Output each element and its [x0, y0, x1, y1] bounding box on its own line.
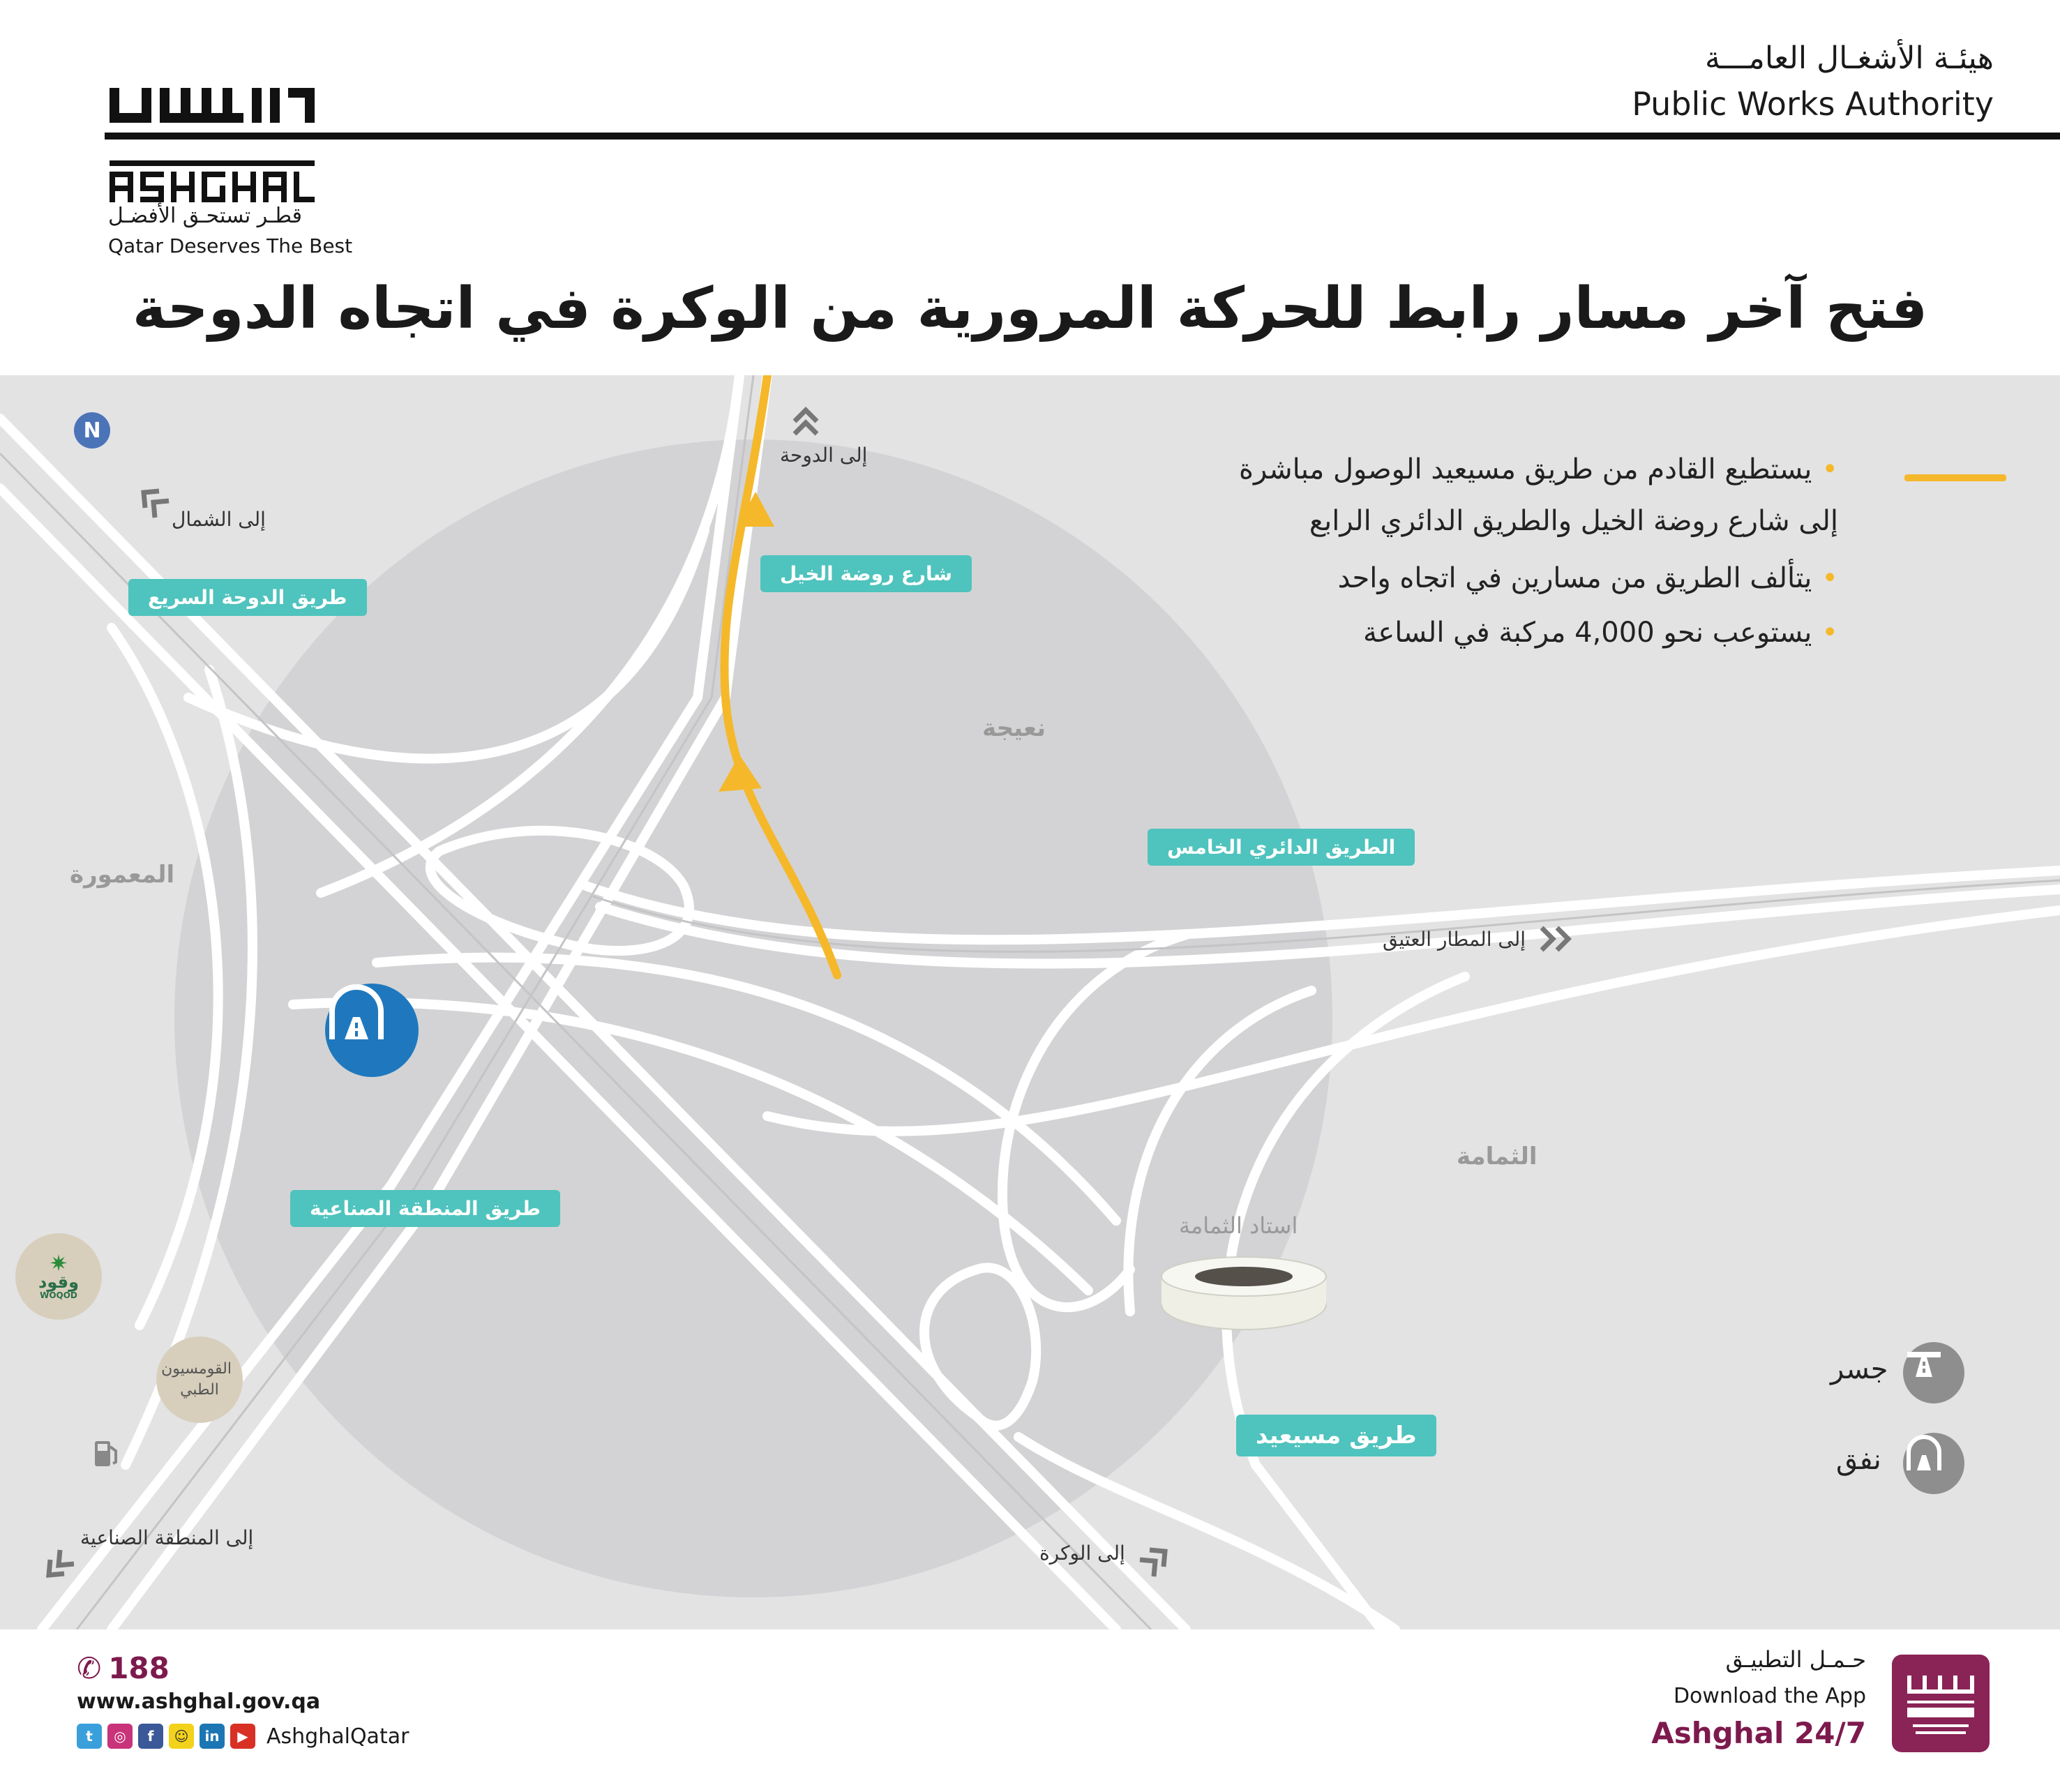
- info-bullet-2: •يتألف الطريق من مسارين في اتجاه واحد: [1337, 562, 1838, 594]
- north-arrow-icon: N: [74, 412, 110, 449]
- woqod-label-ar: وقود: [38, 1272, 79, 1292]
- info-bullet-3-text: يستوعب نحو 4,000 مركبة في الساعة: [1362, 617, 1812, 649]
- chevron-downright-icon: [1136, 1546, 1171, 1581]
- header-rule: [105, 133, 2060, 140]
- page-title: فتح آخر مسار رابط للحركة المرورية من الوكرة في اتجاه الدوحة: [132, 276, 1928, 342]
- info-bullet-1: •يستطيع القادم من طريق مسيعيد الوصول مباشرة: [1239, 453, 1838, 485]
- road-tag-doha-expressway: طريق الدوحة السريع: [128, 579, 367, 616]
- chevron-upleft-icon: [138, 487, 173, 522]
- hotline-number: 188: [108, 1651, 170, 1685]
- tunnel-marker-icon: [325, 984, 419, 1077]
- facebook-icon[interactable]: f: [138, 1724, 163, 1749]
- direction-to-wakra: إلى الوكرة: [1039, 1542, 1125, 1565]
- chevron-right-icon: [1538, 925, 1577, 953]
- slogan-en: Qatar Deserves The Best: [108, 234, 353, 257]
- medical-commission-poi: [156, 1337, 243, 1423]
- twitter-icon[interactable]: t: [77, 1724, 102, 1749]
- authority-name-en: Public Works Authority: [1632, 85, 1994, 123]
- app-name[interactable]: Ashghal 24/7: [1651, 1716, 1866, 1750]
- direction-to-old-airport: إلى المطار العتيق: [1383, 928, 1526, 951]
- chevron-up-icon: [792, 403, 820, 438]
- linkedin-icon[interactable]: in: [200, 1724, 225, 1749]
- app-logo: [1892, 1655, 1990, 1752]
- legend-bridge-label: جسر: [1830, 1353, 1888, 1385]
- authority-name-ar: هيئـة الأشغـال العامـــة: [1705, 40, 1994, 76]
- legend-tunnel-label: نفق: [1836, 1444, 1881, 1476]
- phone-icon: ✆: [77, 1651, 102, 1685]
- stadium-icon: [1157, 1256, 1331, 1332]
- direction-to-doha: إلى الدوحة: [780, 444, 868, 467]
- slogan-ar: قطـر تستحـق الأفضـل: [108, 204, 303, 228]
- direction-to-north: إلى الشمال: [172, 508, 266, 531]
- hotline[interactable]: [77, 1651, 170, 1685]
- woqod-label-en: WOQOD: [40, 1290, 77, 1300]
- website-link[interactable]: www.ashghal.gov.qa: [77, 1689, 321, 1714]
- info-bullet-1-cont: [1309, 505, 1838, 537]
- area-mamoura: المعمورة: [70, 861, 175, 889]
- info-bullet-1-text: يستطيع القادم من طريق مسيعيد الوصول مباشرة: [1239, 453, 1812, 485]
- tunnel-icon: [1903, 1433, 1964, 1494]
- road-tag-rawdat-al-khail: شارع روضة الخيل: [760, 555, 972, 592]
- instagram-icon[interactable]: ◎: [107, 1724, 133, 1749]
- legend-highlight-swatch: [1904, 474, 2006, 481]
- ashghal-app-icon[interactable]: [1892, 1655, 1990, 1752]
- medical-commission-label: القومسيون الطبي: [161, 1360, 232, 1399]
- info-bullet-1-cont-text: إلى شارع روضة الخيل والطريق الدائري الرابع: [1309, 505, 1838, 537]
- area-thumama: الثمامة: [1457, 1143, 1538, 1170]
- woqod-logo: ✷ وقود WOQOD: [15, 1233, 102, 1320]
- youtube-icon[interactable]: ▶: [230, 1724, 255, 1749]
- map-panel: [0, 375, 2060, 1629]
- info-bullet-3: •يستوعب نحو 4,000 مركبة في الساعة: [1362, 617, 1838, 649]
- social-links: [77, 1722, 409, 1751]
- road-tag-fifth-ring: الطريق الدائري الخامس: [1148, 829, 1415, 866]
- road-tag-mesaieed: طريق مسيعيد: [1236, 1415, 1436, 1456]
- stadium-label: استاد الثمامة: [1179, 1212, 1298, 1239]
- social-handle: AshghalQatar: [266, 1724, 409, 1749]
- download-app-ar: حـمـل التطبيـق: [1725, 1646, 1866, 1673]
- direction-to-industrial: إلى المنطقة الصناعية: [80, 1526, 254, 1549]
- ashghal-logo: [108, 84, 317, 206]
- area-naija: نعيجة: [982, 714, 1046, 742]
- info-bullet-2-text: يتألف الطريق من مسارين في اتجاه واحد: [1337, 562, 1812, 594]
- bridge-icon: [1903, 1342, 1964, 1403]
- fuel-station-icon: [89, 1437, 123, 1470]
- chevron-downleft-icon: [43, 1546, 78, 1581]
- download-app-en: Download the App: [1673, 1684, 1866, 1708]
- road-tag-industrial-area: طريق المنطقة الصناعية: [290, 1190, 560, 1227]
- snapchat-icon[interactable]: ☺: [169, 1724, 194, 1749]
